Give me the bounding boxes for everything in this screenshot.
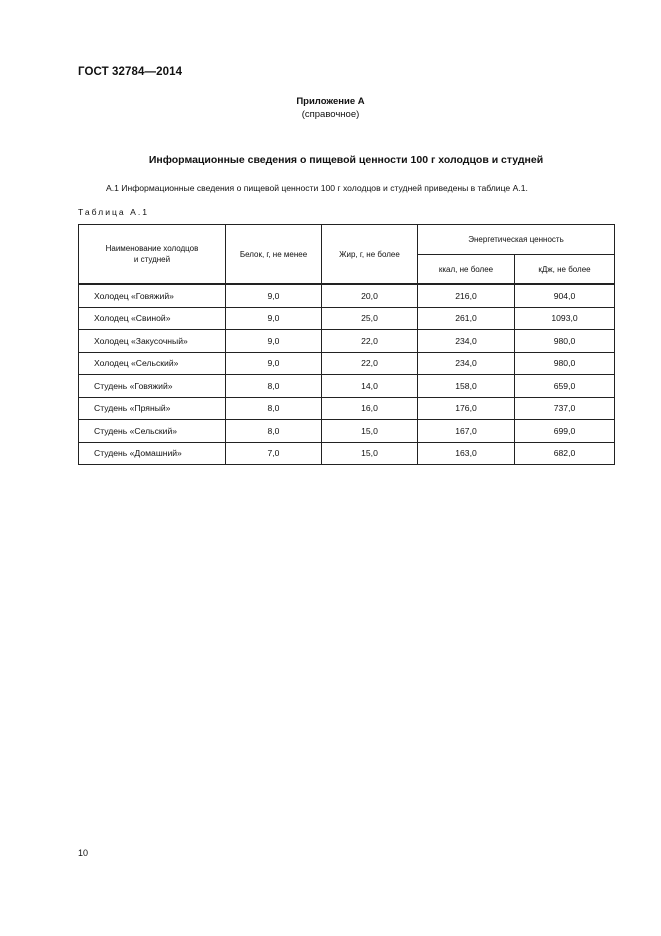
- cell-name: Холодец «Свиной»: [79, 307, 226, 330]
- header-fat: Жир, г, не более: [322, 225, 418, 285]
- table-row: [79, 284, 615, 307]
- cell-protein: 8,0: [226, 420, 322, 443]
- cell-kcal: 167,0: [418, 420, 515, 443]
- cell-protein: 9,0: [226, 284, 322, 307]
- cell-kcal: 234,0: [418, 352, 515, 375]
- cell-name: Холодец «Сельский»: [79, 352, 226, 375]
- cell-kj: 682,0: [515, 442, 615, 465]
- cell-fat: 16,0: [322, 397, 418, 420]
- cell-fat: 14,0: [322, 375, 418, 398]
- header-protein: Белок, г, не менее: [226, 225, 322, 285]
- standard-code: ГОСТ 32784—2014: [78, 66, 183, 78]
- cell-kcal: 261,0: [418, 307, 515, 330]
- cell-protein: 9,0: [226, 352, 322, 375]
- cell-kj: 1093,0: [515, 307, 615, 330]
- header-kcal: ккал, не более: [418, 255, 515, 285]
- cell-protein: 9,0: [226, 330, 322, 353]
- annex-subtitle: (справочное): [301, 109, 360, 120]
- table-row: [79, 375, 615, 398]
- cell-name: Холодец «Закусочный»: [79, 330, 226, 353]
- cell-kcal: 234,0: [418, 330, 515, 353]
- cell-kj: 904,0: [515, 284, 615, 307]
- table-row: [79, 307, 615, 330]
- page-number: 10: [78, 848, 89, 858]
- cell-protein: 9,0: [226, 307, 322, 330]
- cell-kj: 659,0: [515, 375, 615, 398]
- section-heading: Информационные сведения о пищевой ценности 100 г холодцов и студней: [148, 154, 544, 166]
- table-row: [79, 442, 615, 465]
- cell-fat: 15,0: [322, 420, 418, 443]
- cell-protein: 8,0: [226, 397, 322, 420]
- header-energy: Энергетическая ценность: [418, 225, 615, 255]
- table-row: [79, 352, 615, 375]
- table-row: [79, 330, 615, 353]
- cell-kcal: 216,0: [418, 284, 515, 307]
- cell-kj: 980,0: [515, 352, 615, 375]
- cell-kj: 737,0: [515, 397, 615, 420]
- header-name: Наименование холодцов и студней: [79, 225, 226, 285]
- cell-fat: 15,0: [322, 442, 418, 465]
- table-row: [79, 420, 615, 443]
- annex-title: Приложение А: [296, 96, 365, 107]
- cell-name: Студень «Пряный»: [79, 397, 226, 420]
- cell-fat: 22,0: [322, 330, 418, 353]
- table-row: [79, 397, 615, 420]
- nutrition-table: [78, 224, 615, 465]
- cell-kj: 699,0: [515, 420, 615, 443]
- cell-name: Студень «Говяжий»: [79, 375, 226, 398]
- cell-kcal: 158,0: [418, 375, 515, 398]
- cell-fat: 25,0: [322, 307, 418, 330]
- cell-fat: 22,0: [322, 352, 418, 375]
- cell-kj: 980,0: [515, 330, 615, 353]
- cell-name: Студень «Домашний»: [79, 442, 226, 465]
- cell-kcal: 176,0: [418, 397, 515, 420]
- cell-name: Студень «Сельский»: [79, 420, 226, 443]
- cell-kcal: 163,0: [418, 442, 515, 465]
- annex-heading: [0, 95, 661, 121]
- cell-name: Холодец «Говяжий»: [79, 284, 226, 307]
- cell-protein: 8,0: [226, 375, 322, 398]
- intro-paragraph: А.1 Информационные сведения о пищевой ценности 100 г холодцов и студней приведены в таблице А.1.: [106, 183, 528, 193]
- cell-protein: 7,0: [226, 442, 322, 465]
- cell-fat: 20,0: [322, 284, 418, 307]
- header-kj: кДж, не более: [515, 255, 615, 285]
- table-caption: Таблица А.1: [78, 207, 149, 217]
